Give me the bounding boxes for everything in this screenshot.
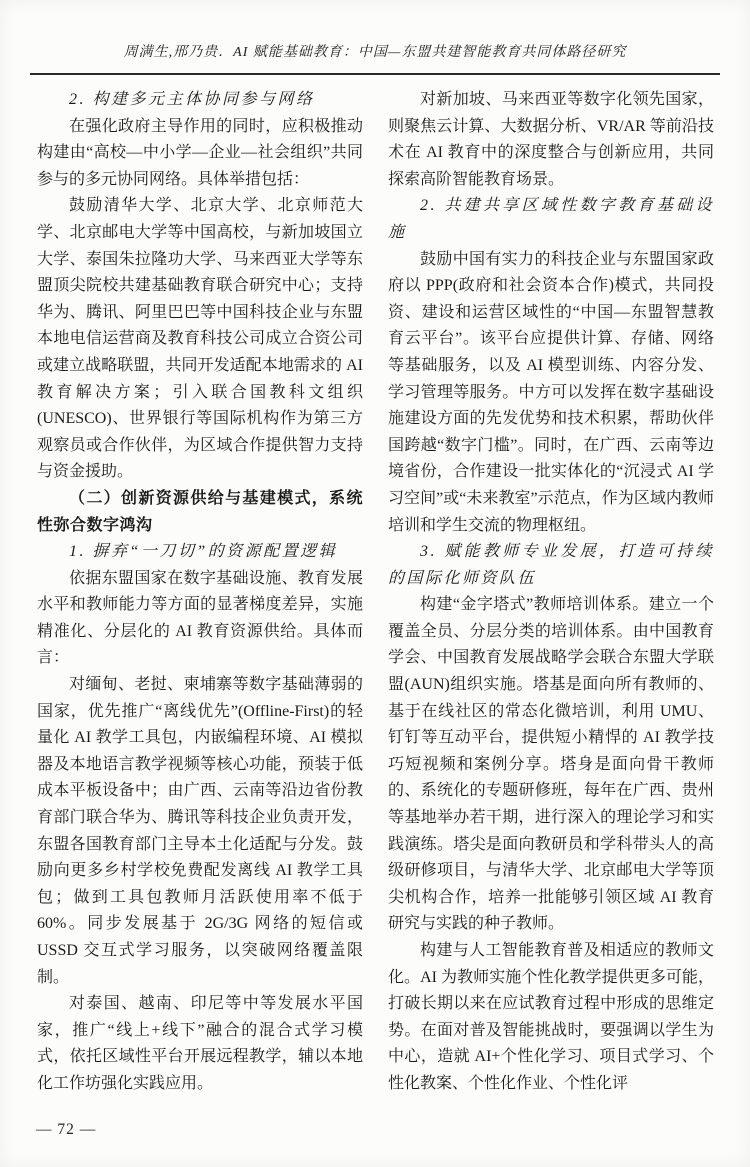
paragraph: 构建与人工智能教育普及相适应的教师文化。AI 为教师实施个性化教学提供更多可能，打破长期以来在应试教育过程中形成的思维定势。在面对普及智能挑战时，要强调以学生为中心，造就 AI+个性化学习、项目式学习、个性化教案、个性化作业、个性化评 — [388, 942, 714, 1092]
right-column — [388, 87, 714, 1098]
paragraph: 对缅甸、老挝、柬埔寨等数字基础薄弱的国家，优先推广“离线优先”(Offline-First)的轻量化 AI 教学工具包，内嵌编程环境、AI 模拟器及本地语言教学视频等核心功能，预装于低成本平板设备中；由广西、云南等沿边省份教育部门联合华为、腾讯等科技企业负责开发，东盟各国教育部门主导本土化适配与分发。鼓励向更多乡村学校免费配发离线 AI 教学工具包；做到工具包教师月活跃使用率不低于 60%。同步发展基于 2G/3G 网络的短信或 USSD 交互式学习服务，以突破网络覆盖限制。 — [37, 676, 363, 986]
paragraph: 对新加坡、马来西亚等数字化领先国家，则聚焦云计算、大数据分析、VR/AR 等前沿技术在 AI 教育中的深度整合与创新应用，共同探索高阶智能教育场景。 — [388, 91, 714, 188]
paragraph: 构建“金字塔式”教师培训体系。建立一个覆盖全员、分层分类的培训体系。由中国教育学会、中国教育发展战略学会联合东盟大学联盟(AUN)组织实施。塔基是面向所有教师的、基于在线社区的常态化微培训，利用 UMU、钉钉等互动平台，提供短小精悍的 AI 教学技巧短视频和案例分享。塔身是面向骨干教师的、系统化的专题研修班，每年在广西、贵州等基地举办若干期，进行深入的理论学习和实践演练。塔尖是面向教研员和学科带头人的高级研修项目，与清华大学、北京邮电大学等顶尖机构合作，培养一批能够引领区域 AI 教育研究与实践的种子教师。 — [388, 596, 714, 933]
header-divider — [30, 73, 720, 75]
section-heading: （二）创新资源供给与基建模式，系统性弥合数字鸿沟 — [37, 489, 363, 534]
subsection-heading: 1. 摒弃“一刀切”的资源配置逻辑 — [69, 543, 338, 561]
paragraph: 在强化政府主导作用的同时，应积极推动构建由“高校—中小学—企业—社会组织”共同参与的多元协同网络。具体举措包括： — [37, 117, 363, 188]
subsection-heading: 2. 构建多元主体协同参与网络 — [69, 91, 315, 108]
paragraph: 鼓励中国有实力的科技企业与东盟国家政府以 PPP(政府和社会资本合作)模式，共同投资、建设和运营区域性的“中国—东盟智慧教育云平台”。该平台应提供计算、存储、网络等基础服务，以及 AI 模型训练、内容分发、学习管理等服务。中方可以发挥在数字基础设施建设方面的先发优势和技术积累，帮助伙伴国跨越“数字门槛”。同时，在广西、云南等边境省份，合作建设一批实体化的“沉浸式 AI 学习空间”或“未来教室”示范点，作为区域内教师培训和学生交流的物理枢纽。 — [388, 250, 714, 534]
paragraph: 对泰国、越南、印尼等中等发展水平国家，推广“线上+线下”融合的混合式学习模式，依托区域性平台开展远程教学，辅以本地化工作坊强化实践应用。 — [37, 995, 363, 1092]
paragraph: 鼓励清华大学、北京大学、北京师范大学、北京邮电大学等中国高校，与新加坡国立大学、泰国朱拉隆功大学、马来西亚大学等东盟顶尖院校共建基础教育联合研究中心；支持华为、腾讯、阿里巴巴等中国科技企业与东盟本地电信运营商及教育科技公司成立合资公司或建立战略联盟，共同开发适配本地需求的 AI 教育解决方案；引入联合国教科文组织(UNESCO)、世界银行等国际机构作为第三方观察员或合作伙伴，为区域合作提供智力支持与资金援助。 — [37, 197, 363, 481]
running-head-citation: 周满生,邢乃贵．AI 赋能基础教育：中国—东盟共建智能教育共同体路径研究 — [123, 45, 627, 60]
subsection-heading: 2. 共建共享区域性数字教育基础设施 — [388, 197, 714, 241]
paragraph: 依据东盟国家在数字基础设施、教育发展水平和教师能力等方面的显著梯度差异，实施精准化、分层化的 AI 教育资源供给。具体而言： — [37, 569, 363, 667]
subsection-heading: 3. 赋能教师专业发展，打造可持续的国际化师资队伍 — [388, 543, 714, 587]
left-column — [37, 87, 363, 1098]
two-column-body — [37, 87, 714, 1098]
page-number: — 72 — — [36, 1121, 97, 1138]
